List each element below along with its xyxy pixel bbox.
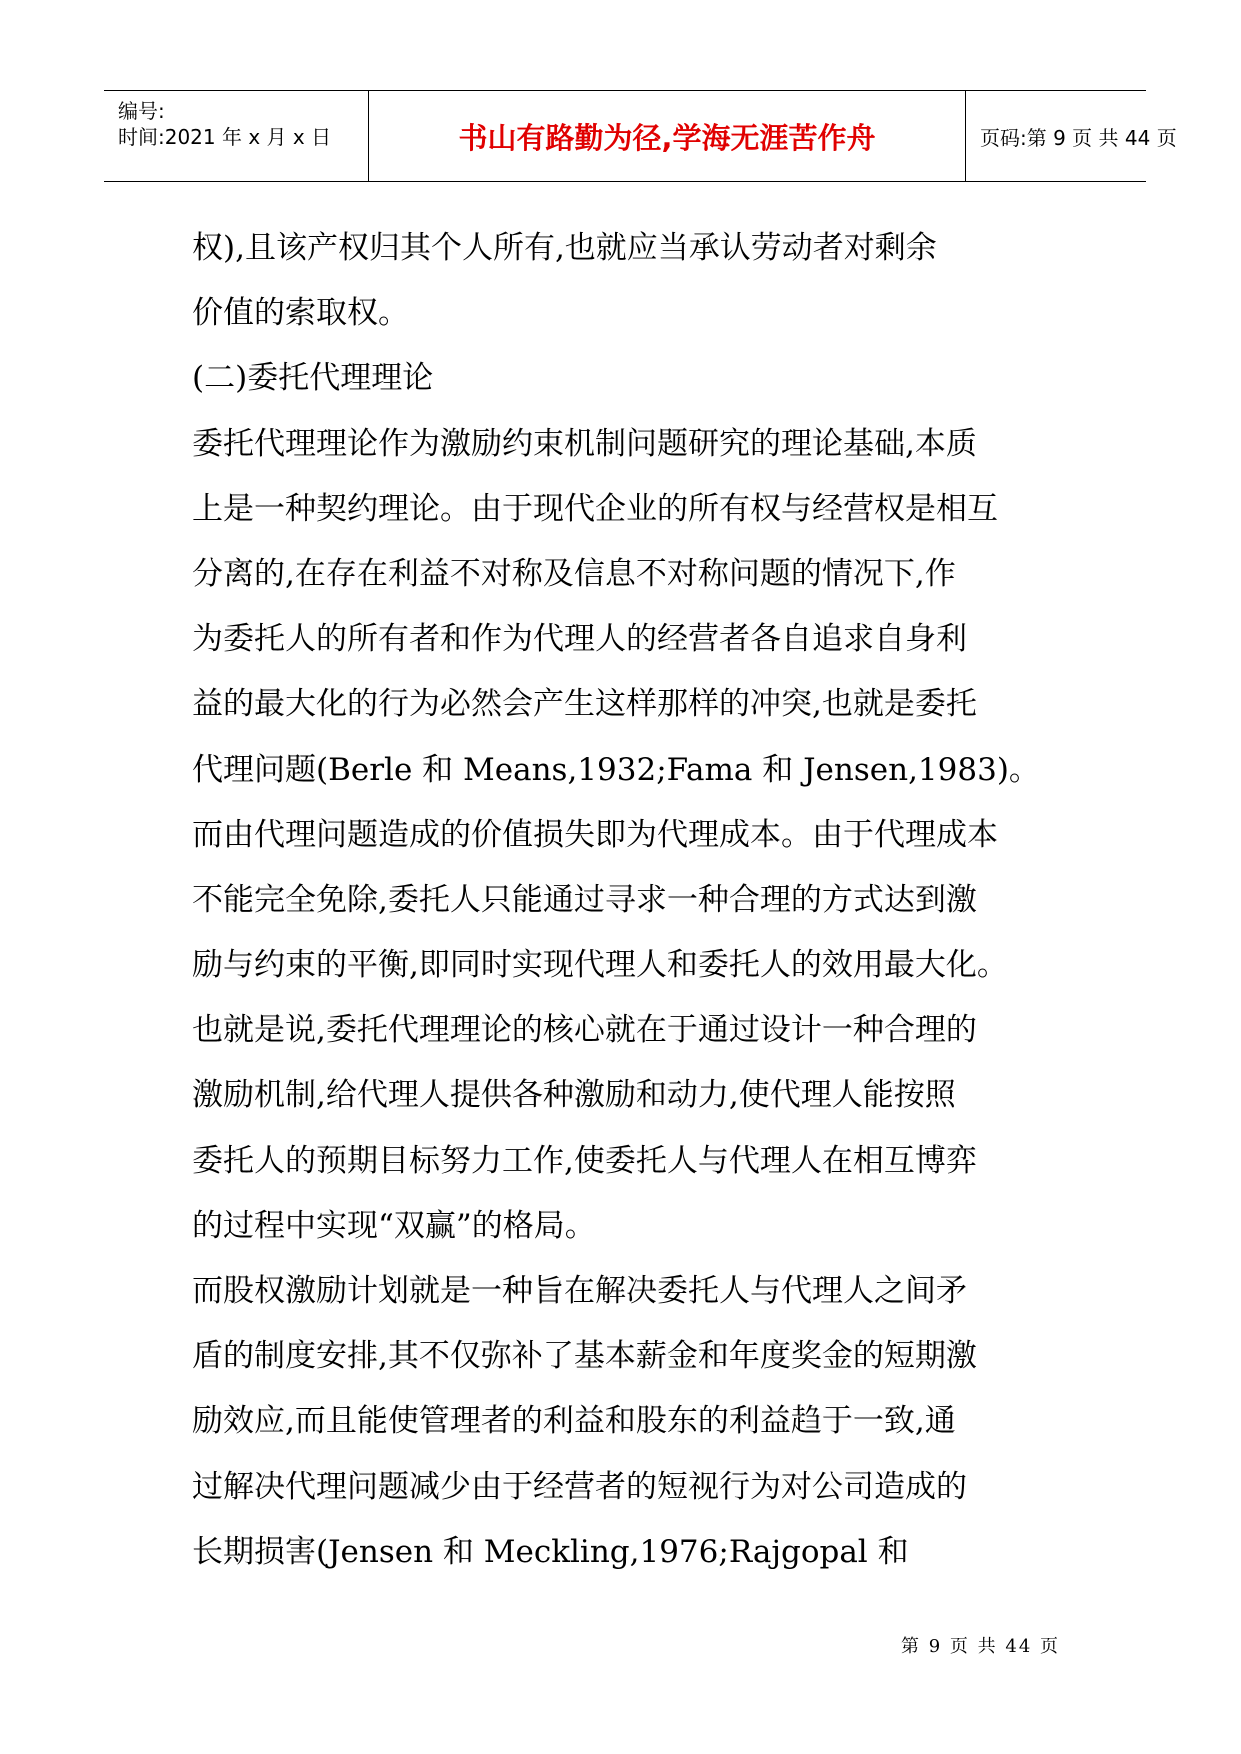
body-line: 权),且该产权归其个人所有,也就应当承认劳动者对剩余: [192, 230, 937, 266]
body-line: 过解决代理问题减少由于经营者的短视行为对公司造成的: [192, 1468, 967, 1505]
header-page-info: 页码:第 9 页 共 44 页: [980, 125, 1177, 150]
body-line: 不能完全免除,委托人只能通过寻求一种合理的方式达到激: [192, 881, 977, 918]
body-line: 分离的,在存在利益不对称及信息不对称问题的情况下,作: [192, 555, 956, 592]
header-motto-cell: [369, 91, 966, 181]
body-line: 的过程中实现“双赢”的格局。: [192, 1207, 596, 1244]
document-body: [192, 216, 1072, 1585]
page-header: [104, 90, 1177, 182]
body-line: 价值的索取权。: [192, 295, 409, 332]
header-motto: 书山有路勤为径,学海无涯苦作舟: [458, 120, 876, 155]
body-line: 为委托人的所有者和作为代理人的经营者各自追求自身利: [192, 621, 967, 658]
body-line: 而由代理问题造成的价值损失即为代理成本。由于代理成本: [192, 816, 998, 853]
body-line: 益的最大化的行为必然会产生这样那样的冲突,也就是委托: [192, 686, 977, 723]
body-line: 而股权激励计划就是一种旨在解决委托人与代理人之间矛: [192, 1273, 967, 1309]
body-line: 上是一种契约理论。由于现代企业的所有权与经营权是相互: [192, 490, 998, 527]
section-heading: (二)委托代理理论: [192, 360, 434, 397]
body-line: 代理问题(Berle 和 Means,1932;Fama 和 Jensen,1983)。: [192, 751, 1040, 788]
body-line: 励与约束的平衡,即同时实现代理人和委托人的效用最大化。: [192, 947, 1008, 984]
body-line: 委托人的预期目标努力工作,使委托人与代理人在相互博弈: [192, 1142, 977, 1179]
body-line: 委托代理理论作为激励约束机制问题研究的理论基础,本质: [192, 425, 977, 462]
body-line: 励效应,而且能使管理者的利益和股东的利益趋于一致,通: [192, 1403, 956, 1440]
header-meta-cell: [104, 91, 369, 181]
body-line: 也就是说,委托代理理论的核心就在于通过设计一种合理的: [192, 1012, 977, 1049]
document-time-label: 时间:2021 年 x 月 x 日: [118, 125, 332, 149]
page-footer-number: 第 9 页 共 44 页: [901, 1636, 1060, 1657]
body-line: 盾的制度安排,其不仅弥补了基本薪金和年度奖金的短期激: [192, 1338, 977, 1375]
body-line: 长期损害(Jensen 和 Meckling,1976;Rajgopal 和: [192, 1533, 909, 1570]
body-line: 激励机制,给代理人提供各种激励和动力,使代理人能按照: [192, 1077, 956, 1114]
document-number-label: 编号:: [118, 99, 165, 123]
